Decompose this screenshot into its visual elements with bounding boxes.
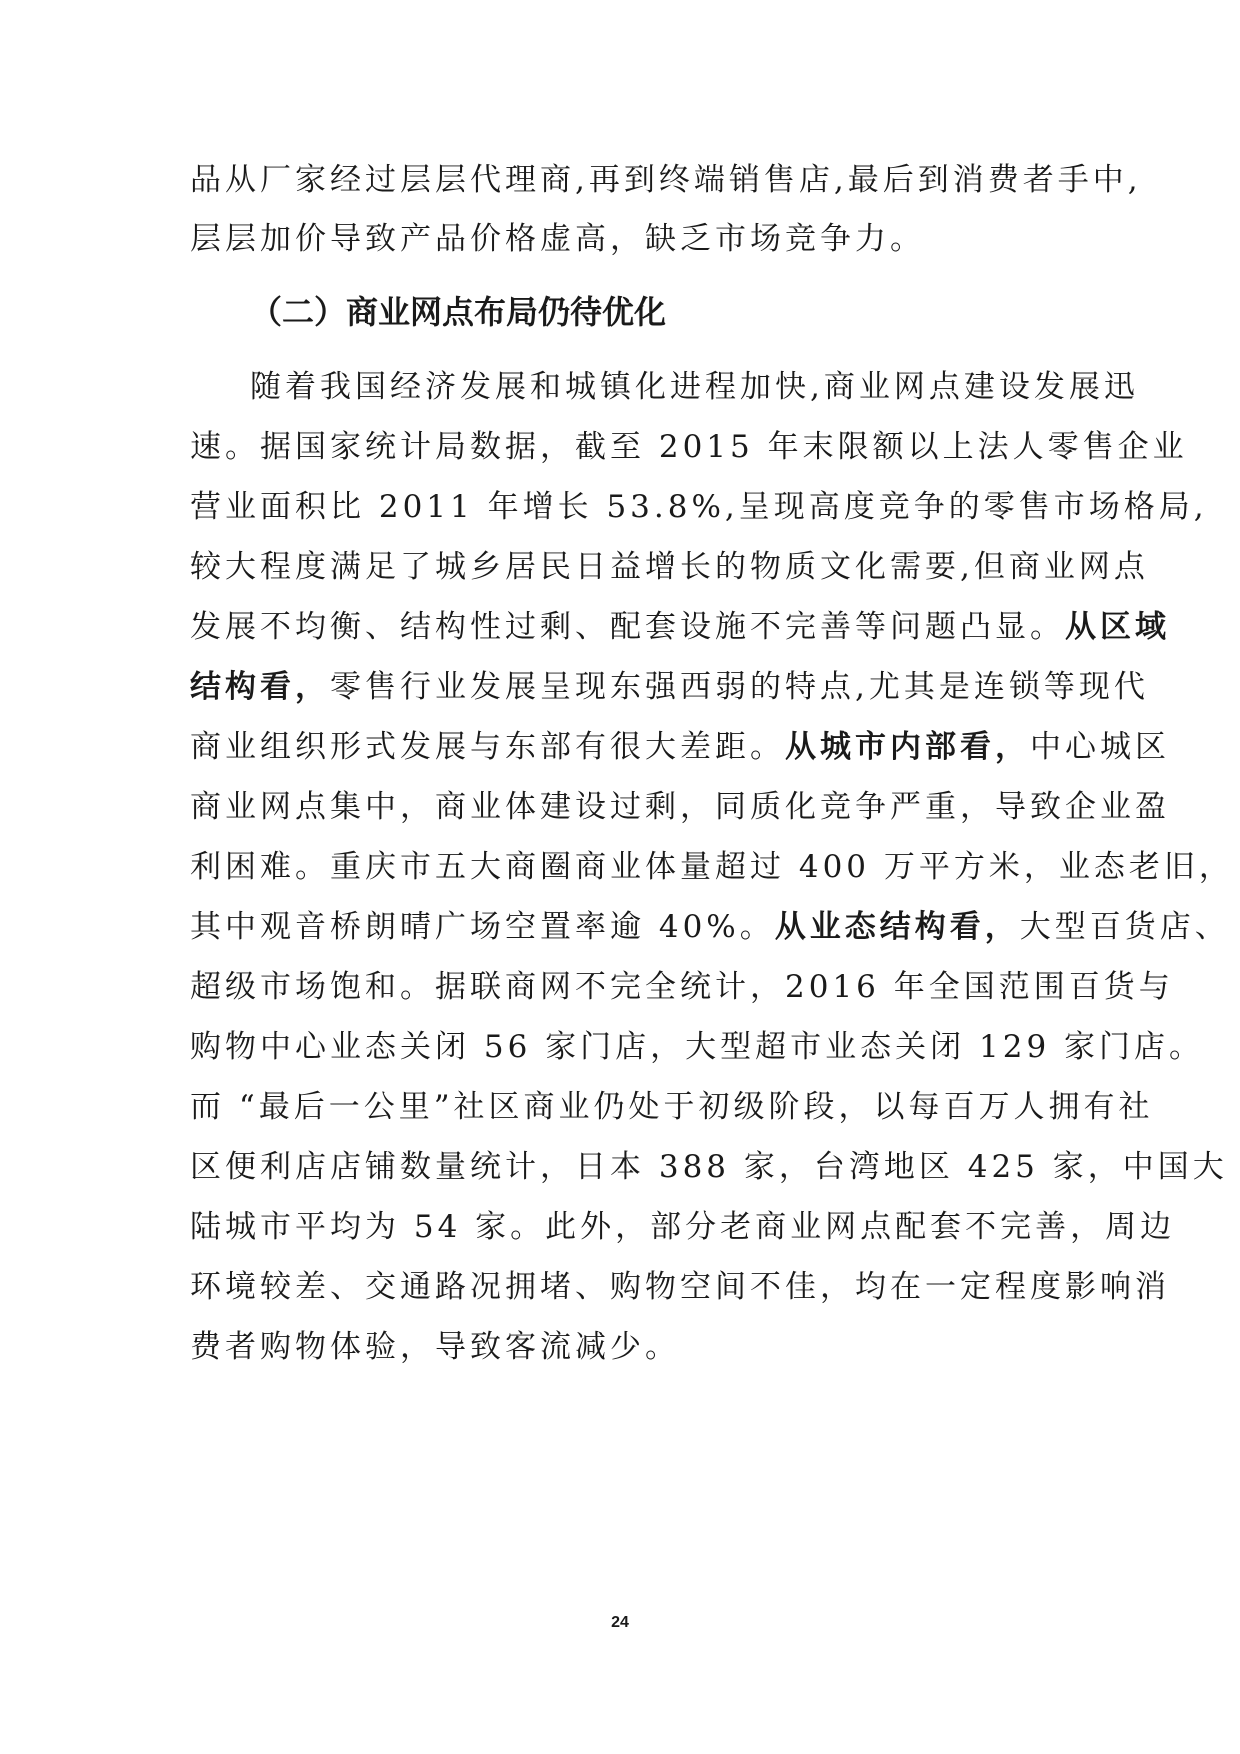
text-span: 大型百货店、	[1019, 909, 1230, 945]
bold-lead-city: 从城市内部看，	[785, 729, 1030, 765]
intro-line-2: 层层加价导致产品价格虚高，缺乏市场竞争力。	[190, 221, 925, 257]
paragraph-line-9: 利困难。重庆市五大商圈商业体量超过 400 万平方米，业态老旧，	[190, 849, 1234, 885]
page-number: 24	[611, 1614, 629, 1631]
paragraph-line-1: 随着我国经济发展和城镇化进程加快,商业网点建设发展迅	[250, 369, 1139, 405]
text-span: 零售行业发展呈现东强西弱的特点,尤其是连锁等现代	[330, 669, 1149, 705]
paragraph-line-16: 环境较差、交通路况拥堵、购物空间不佳，均在一定程度影响消	[190, 1269, 1170, 1305]
paragraph-line-17: 费者购物体验，导致客流减少。	[190, 1329, 680, 1365]
text-span: 发展不均衡、结构性过剩、配套设施不完善等问题凸显。	[190, 609, 1065, 645]
text-span: 其中观音桥朗晴广场空置率逾 40%。	[190, 909, 775, 945]
bold-lead-format: 从业态结构看，	[774, 909, 1020, 945]
paragraph-line-6	[190, 667, 1149, 707]
paragraph-line-2: 速。据国家统计局数据，截至 2015 年末限额以上法人零售企业	[190, 429, 1188, 465]
paragraph-line-5	[190, 607, 1170, 647]
text-span: 商业组织形式发展与东部有很大差距。	[190, 729, 785, 765]
section-heading: （二）商业网点布局仍待优化	[250, 293, 667, 331]
paragraph-line-8: 商业网点集中，商业体建设过剩，同质化竞争严重，导致企业盈	[190, 789, 1170, 825]
paragraph-line-13: 而 “最后一公里”社区商业仍处于初级阶段，以每百万人拥有社	[190, 1089, 1154, 1125]
paragraph-line-4: 较大程度满足了城乡居民日益增长的物质文化需要,但商业网点	[190, 549, 1149, 585]
paragraph-line-14: 区便利店店铺数量统计，日本 388 家，台湾地区 425 家，中国大	[190, 1149, 1228, 1185]
paragraph-line-11: 超级市场饱和。据联商网不完全统计，2016 年全国范围百货与	[190, 969, 1174, 1005]
paragraph-line-10	[190, 907, 1230, 947]
paragraph-line-12: 购物中心业态关闭 56 家门店，大型超市业态关闭 129 家门店。	[190, 1029, 1205, 1065]
bold-lead-regional-cont: 结构看，	[190, 669, 330, 705]
intro-line-1: 品从厂家经过层层代理商,再到终端销售店,最后到消费者手中,	[190, 162, 1142, 198]
paragraph-line-3: 营业面积比 2011 年增长 53.8%,呈现高度竞争的零售市场格局,	[190, 489, 1208, 525]
text-span: 中心城区	[1030, 729, 1170, 765]
bold-lead-regional: 从区域	[1065, 609, 1170, 645]
paragraph-line-15: 陆城市平均为 54 家。此外，部分老商业网点配套不完善，周边	[190, 1209, 1176, 1245]
paragraph-line-7	[190, 727, 1170, 767]
